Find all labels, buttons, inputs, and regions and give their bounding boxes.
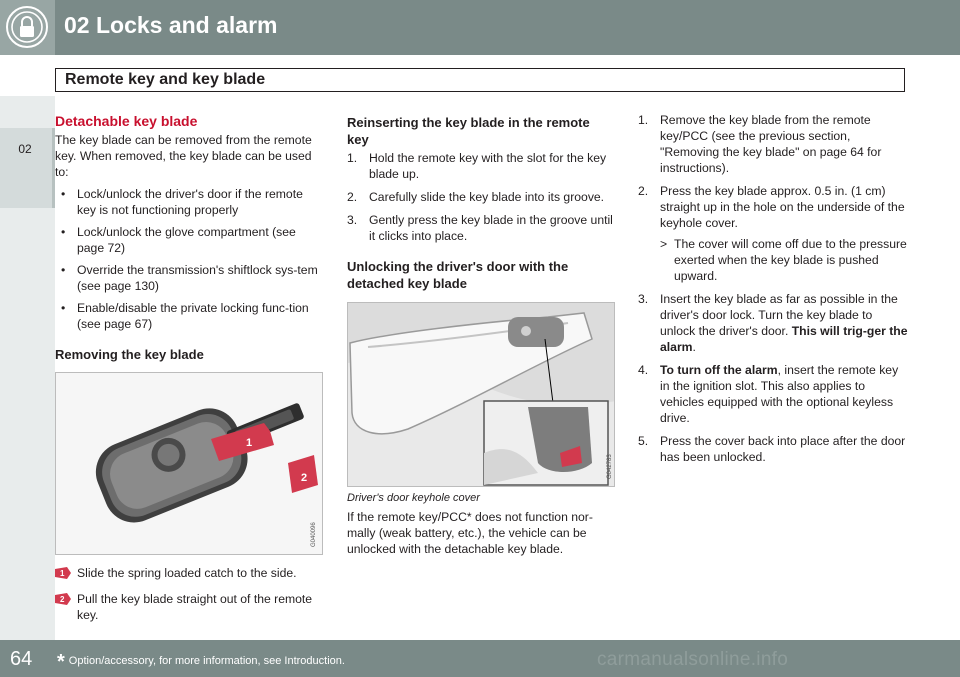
list-item: • Lock/unlock the driver's door if the remote key is not functioning properly xyxy=(61,187,303,217)
pcc-paragraph: If the remote key/PCC* does not function nor-mally (weak battery, etc.), the vehicle can be unlocked with the detachable key blade. xyxy=(347,510,593,556)
figure-code: G040096 xyxy=(311,522,317,547)
page-footer xyxy=(0,640,960,677)
page-number: 64 xyxy=(10,648,33,670)
list-item: • Override the transmission's shiftlock sys-tem (see page 130) xyxy=(61,263,318,293)
chapter-tab-label: 02 xyxy=(18,142,32,156)
svg-text:1: 1 xyxy=(60,569,65,578)
figure-caption: Driver's door keyhole cover xyxy=(347,492,480,504)
list-item: 1. Hold the remote key with the slot for the key blade up. xyxy=(347,151,607,181)
list-item: • Lock/unlock the glove compartment (see page 72) xyxy=(61,225,296,255)
callout-badge-icon xyxy=(55,593,71,605)
heading-reinserting-key-blade: Reinserting the key blade in the remote key xyxy=(347,115,590,147)
list-item: 5. Press the cover back into place after the door has been unlocked. xyxy=(638,434,906,464)
intro-paragraph: The key blade can be removed from the remote key. When removed, the key blade can be used to: xyxy=(55,133,312,179)
figure-code: G042783 xyxy=(607,454,613,479)
callout-badge-icon xyxy=(55,567,71,579)
list-item: 3. Gently press the key blade in the groove until it clicks into place. xyxy=(347,213,613,243)
figure-step-2: 2 Pull the key blade straight out of the remote key. xyxy=(55,591,323,623)
list-item: 4. To turn off the alarm, insert the remote key in the ignition slot. This also applies to vehicles equipped with the optional keyless drive. xyxy=(638,363,899,425)
section-title-bar xyxy=(55,68,905,92)
list-item: 2. Carefully slide the key blade into its groove. xyxy=(347,190,605,204)
column-middle xyxy=(347,110,615,561)
page-header xyxy=(0,0,960,55)
alarm-off-label: To turn off the alarm xyxy=(660,363,778,377)
lock-alarm-icon xyxy=(0,0,55,55)
column-right xyxy=(638,110,908,465)
list-item: • Enable/disable the private locking func-tion (see page 67) xyxy=(61,301,309,331)
alarm-warning: This will trig-ger the alarm xyxy=(660,324,908,354)
figure-step-1: 1 Slide the spring loaded catch to the side. xyxy=(55,565,323,581)
chapter-tab xyxy=(0,128,55,208)
heading-detachable-key-blade: Detachable key blade xyxy=(55,113,198,129)
figure-callout-1: 1 xyxy=(246,437,253,449)
list-item: 2. Press the key blade approx. 0.5 in. (1 cm) straight up in the hole on the underside of the keyhole cover. xyxy=(638,184,905,230)
list-item: 1. Remove the key blade from the remote key/PCC (see the previous section, "Removing the key blade" on page 64 for instructions). xyxy=(638,113,882,175)
list-item: 3. Insert the key blade as far as possible in the driver's door lock. Turn the key blade to unlock the driver's door. This will trig-ger the alarm. xyxy=(638,292,908,354)
column-left xyxy=(55,110,323,623)
footnote: * Option/accessory, for more information, see Introduction. xyxy=(57,651,345,673)
section-title: Remote key and key blade xyxy=(65,71,266,88)
door-handle-figure xyxy=(347,302,615,487)
heading-unlocking-drivers-door: Unlocking the driver's door with the detached key blade xyxy=(347,259,569,291)
remote-key-figure xyxy=(55,372,323,555)
watermark: carmanualsonline.info xyxy=(597,649,789,670)
chapter-title: 02 Locks and alarm xyxy=(64,12,278,38)
figure-callout-2: 2 xyxy=(301,472,308,484)
heading-removing-key-blade: Removing the key blade xyxy=(55,347,204,362)
step-result: > The cover will come off due to the pressure exerted when the key blade is pushed upward. xyxy=(660,237,907,283)
svg-text:2: 2 xyxy=(60,595,65,604)
